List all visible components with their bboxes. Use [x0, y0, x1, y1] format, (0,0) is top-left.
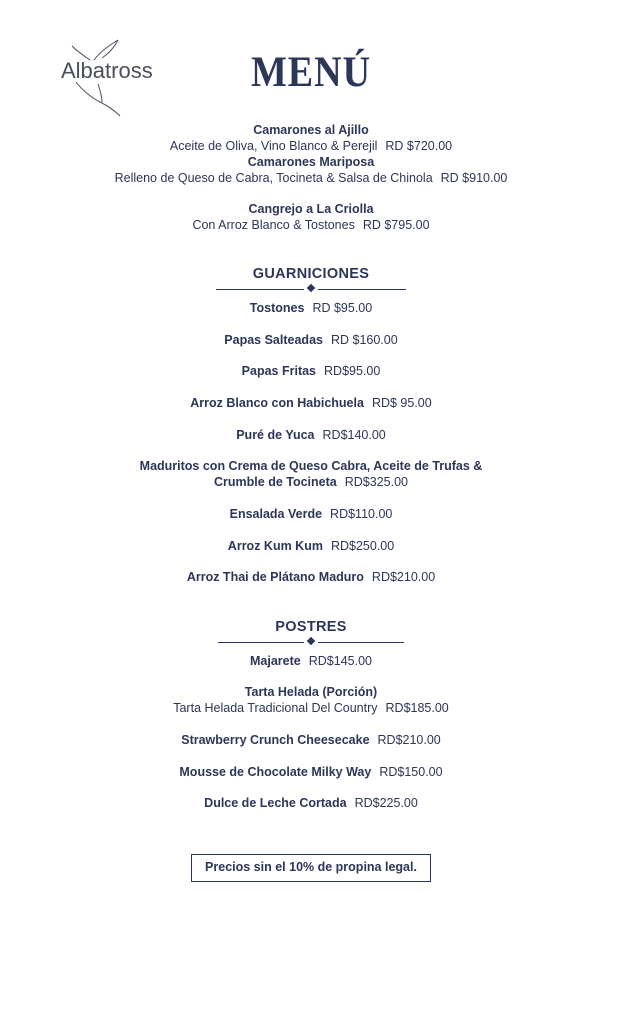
item-name: Strawberry Crunch Cheesecake [181, 733, 370, 747]
menu-item [0, 764, 622, 780]
item-price: RD $95.00 [312, 301, 373, 315]
menu-item [0, 506, 622, 522]
item-price: RD$185.00 [385, 701, 449, 715]
menu-item [0, 154, 622, 186]
item-desc: Relleno de Queso de Cabra, Tocineta & Salsa de Chinola [114, 171, 433, 185]
item-name: Arroz Blanco con Habichuela [190, 396, 364, 410]
item-name-cont: Crumble de Tocineta [214, 475, 337, 489]
item-price: RD$210.00 [371, 570, 436, 584]
item-name: Puré de Yuca [236, 428, 315, 442]
section-postres [0, 619, 622, 646]
menu-item [0, 732, 622, 748]
menu-item [0, 332, 622, 348]
item-desc: Tarta Helada Tradicional Del Country [173, 701, 378, 715]
item-name: Majarete [250, 654, 301, 668]
section-title: GUARNICIONES [252, 266, 370, 282]
item-name: Camarones al Ajillo [253, 123, 369, 137]
menu-item [0, 300, 622, 316]
menu-item [0, 538, 622, 554]
menu-item [0, 395, 622, 411]
item-name: Camarones Mariposa [247, 155, 375, 169]
section-title: POSTRES [275, 619, 347, 635]
menu-item [0, 653, 622, 669]
menu-item [0, 795, 622, 811]
menu-item [0, 569, 622, 585]
section-divider [216, 285, 406, 293]
menu-item [0, 684, 622, 716]
item-name: Ensalada Verde [229, 507, 323, 521]
item-price: RD$145.00 [308, 654, 372, 668]
item-price: RD $160.00 [330, 333, 398, 347]
menu-item [0, 458, 622, 490]
menu-item [0, 427, 622, 443]
item-name: Dulce de Leche Cortada [204, 796, 347, 810]
item-name: Cangrejo a La Criolla [248, 202, 374, 216]
menu-item [0, 363, 622, 379]
item-price: RD$210.00 [377, 733, 441, 747]
item-name: Tostones [249, 301, 305, 315]
item-price: RD$110.00 [330, 507, 393, 521]
item-price: RD $910.00 [440, 171, 508, 185]
item-name: Mousse de Chocolate Milky Way [179, 765, 372, 779]
item-price: RD$ 95.00 [371, 396, 432, 410]
item-price: RD$95.00 [324, 364, 381, 378]
item-price: RD$150.00 [379, 765, 443, 779]
item-name: Papas Salteadas [224, 333, 323, 347]
item-name: Arroz Thai de Plátano Maduro [186, 570, 364, 584]
menu-item [0, 122, 622, 154]
item-name: Maduritos con Crema de Queso Cabra, Aceite de Trufas & [139, 459, 483, 473]
item-price: RD$250.00 [330, 539, 395, 553]
item-price: RD$325.00 [344, 475, 408, 489]
logo-text: Albatross [61, 58, 153, 83]
item-name: Tarta Helada (Porción) [244, 685, 378, 699]
item-price: RD$225.00 [354, 796, 418, 810]
section-guarniciones [0, 266, 622, 293]
item-desc: Con Arroz Blanco & Tostones [192, 218, 355, 232]
item-price: RD$140.00 [322, 428, 386, 442]
item-price: RD $720.00 [385, 139, 453, 153]
section-divider [218, 638, 404, 646]
item-price: RD $795.00 [362, 218, 430, 232]
item-name: Papas Fritas [241, 364, 317, 378]
item-name: Arroz Kum Kum [227, 539, 323, 553]
page-title: MENÚ [250, 47, 372, 97]
menu-item [0, 201, 622, 233]
tip-note: Precios sin el 10% de propina legal. [191, 854, 431, 882]
item-desc: Aceite de Oliva, Vino Blanco & Perejil [169, 139, 378, 153]
